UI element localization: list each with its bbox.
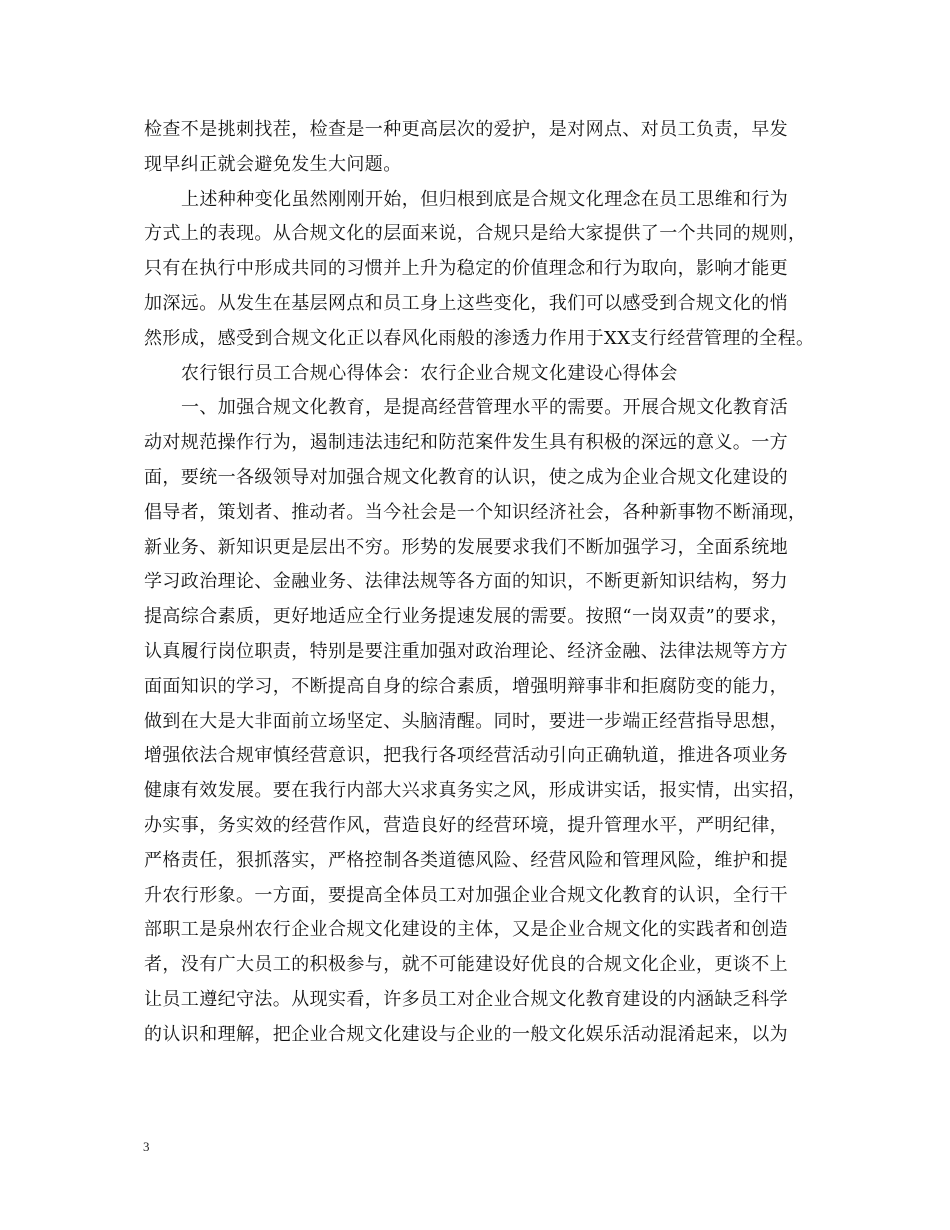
page-number: 3: [143, 1139, 150, 1154]
text-line: 检查不是挑刺找茬，检查是一种更高层次的爱护，是对网点、对员工负责，早发: [144, 119, 788, 140]
text-line: 面面知识的学习，不断提高自身的综合素质，增强明辩事非和拒腐防变的能力，: [144, 675, 788, 697]
text-line: 现早纠正就会避免发生大问题。: [144, 153, 402, 175]
text-line: 倡导者，策划者、推动者。当今社会是一个知识经济社会，各种新事物不断涌现，: [144, 501, 807, 523]
text-line: 动对规范操作行为，遏制违法违纪和防范案件发生具有积极的深远的意义。一方: [144, 432, 788, 454]
text-line: 让员工遵纪守法。从现实看，许多员工对企业合规文化教育建设的内涵缺乏科学: [144, 988, 788, 1010]
section-heading: 农行银行员工合规心得体会：农行企业合规文化建设心得体会: [181, 362, 678, 384]
text-line: 健康有效发展。要在我行内部大兴求真务实之风，形成讲实话，报实情，出实招，: [144, 780, 807, 802]
text-line: 升农行形象。一方面，要提高全体员工对加强企业合规文化教育的认识，全行干: [144, 884, 788, 906]
text-line: 的认识和理解，把企业合规文化建设与企业的一般文化娱乐活动混淆起来，以为: [144, 1023, 788, 1045]
text-line: 做到在大是大非面前立场坚定、头脑清醒。同时，要进一步端正经营指导思想，: [144, 710, 788, 732]
text-line: 增强依法合规审慎经营意识，把我行各项经营活动引向正确轨道，推进各项业务: [144, 745, 788, 767]
text-line: 者，没有广大员工的积极参与，就不可能建设好优良的合规文化企业，更谈不上: [144, 954, 788, 976]
paragraph-start-line: 上述种种变化虽然刚刚开始，但归根到底是合规文化理念在员工思维和行为: [181, 188, 789, 210]
paragraph-start-line: 一、加强合规文化教育，是提高经营管理水平的需要。开展合规文化教育活: [181, 397, 789, 419]
text-line: 认真履行岗位职责，特别是要注重加强对政治理论、经济金融、法律法规等方方: [144, 640, 788, 662]
text-line: 面，要统一各级领导对加强合规文化教育的认识，使之成为企业合规文化建设的: [144, 466, 788, 488]
text-line: 只有在执行中形成共同的习惯并上升为稳定的价值理念和行为取向，影响才能更: [144, 258, 788, 280]
text-line: 然形成，感受到合规文化正以春风化雨般的渗透力作用于XX支行经营管理的全程。: [144, 327, 815, 349]
text-line: 提高综合素质，更好地适应全行业务提速发展的需要。按照“一岗双责”的要求，: [144, 606, 789, 628]
document-body: [144, 113, 815, 1053]
text-line: 部职工是泉州农行企业合规文化建设的主体，又是企业合规文化的实践者和创造: [144, 919, 788, 941]
text-line: 新业务、新知识更是层出不穷。形势的发展要求我们不断加强学习，全面系统地: [144, 536, 788, 558]
text-line: 学习政治理论、金融业务、法律法规等各方面的知识，不断更新知识结构，努力: [144, 571, 788, 593]
text-line: 办实事，务实效的经营作风，营造良好的经营环境，提升管理水平，严明纪律，: [144, 814, 788, 836]
text-line: 严格责任，狠抓落实，严格控制各类道德风险、经营风险和管理风险，维护和提: [144, 849, 788, 871]
text-line: 加深远。从发生在基层网点和员工身上这些变化，我们可以感受到合规文化的悄: [144, 292, 788, 314]
text-line: 方式上的表现。从合规文化的层面来说，合规只是给大家提供了一个共同的规则，: [144, 223, 807, 245]
